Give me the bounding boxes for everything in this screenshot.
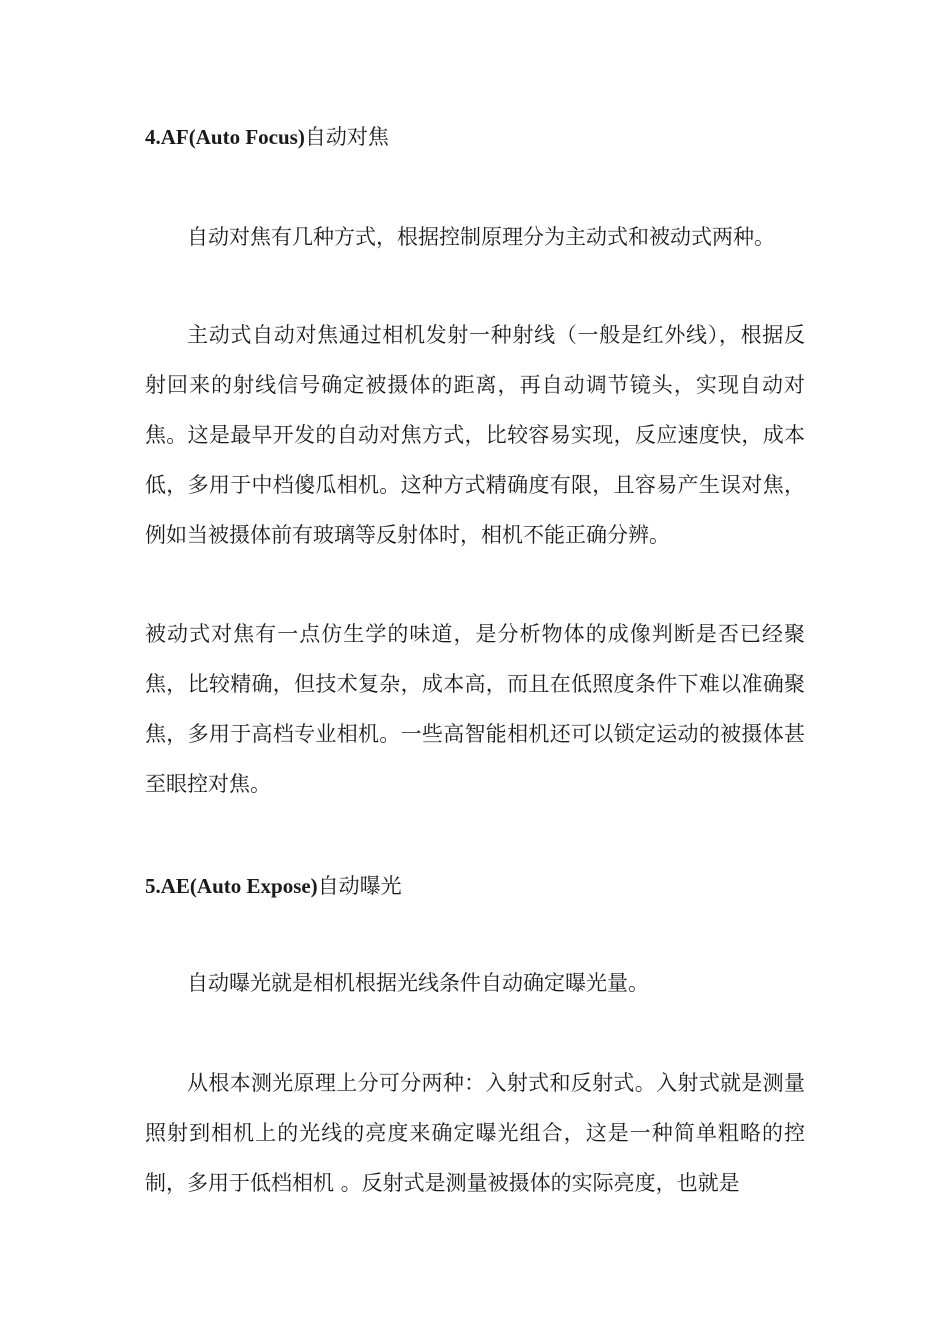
paragraph-af-passive: 被动式对焦有一点仿生学的味道，是分析物体的成像判断是否已经聚焦，比较精确，但技术复杂，成本高，而且在低照度条件下难以准确聚焦，多用于高档专业相机。一些高智能相机还可以锁定运动的被摄体甚至眼控对焦。 [145, 622, 805, 796]
heading-suffix: 自动对焦 [304, 125, 389, 149]
paragraph-af-intro: 自动对焦有几种方式，根据控制原理分为主动式和被动式两种。 [187, 225, 775, 249]
heading-suffix: 自动曝光 [317, 874, 402, 898]
paragraph-af-active: 主动式自动对焦通过相机发射一种射线（一般是红外线），根据反射回来的射线信号确定被摄体的距离，再自动调节镜头，实现自动对焦。这是最早开发的自动对焦方式，比较容易实现，反应速度快，成本低，多用于中档傻瓜相机。这种方式精确度有限，且容易产生误对焦，例如当被摄体前有玻璃等反射体时，相机不能正确分辨。 [145, 323, 805, 547]
paragraph-ae-methods: 从根本测光原理上分可分两种：入射式和反射式。入射式就是测量照射到相机上的光线的亮度来确定曝光组合，这是一种简单粗略的控制，多用于低档相机 。反射式是测量被摄体的实际亮度，也就是 [145, 1071, 805, 1195]
section-heading-af [145, 122, 389, 152]
heading-prefix: 4.AF(Auto Focus) [145, 125, 305, 149]
heading-prefix: 5.AE(Auto Expose) [145, 874, 318, 898]
section-heading-ae [145, 871, 402, 901]
paragraph-ae-intro: 自动曝光就是相机根据光线条件自动确定曝光量。 [187, 971, 649, 995]
